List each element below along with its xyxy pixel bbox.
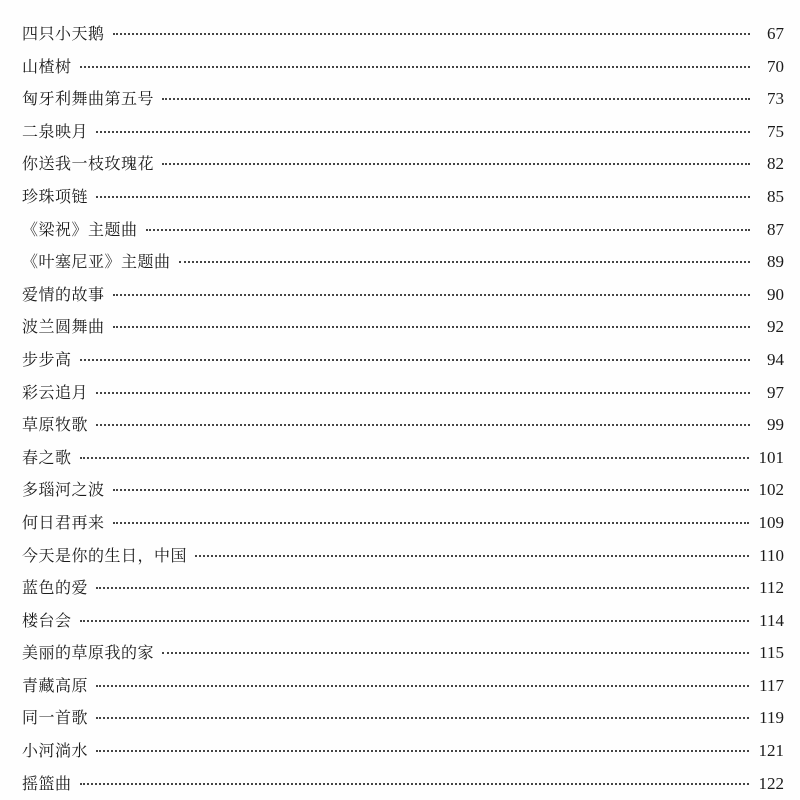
toc-entry-page: 70 bbox=[767, 56, 784, 76]
toc-dot-leader bbox=[96, 586, 749, 589]
toc-dot-leader bbox=[96, 195, 750, 198]
toc-entry bbox=[22, 51, 784, 84]
toc-entry-title: 今天是你的生日，中国 bbox=[22, 545, 188, 565]
toc-entry bbox=[22, 214, 784, 247]
toc-entry-title: 步步高 bbox=[22, 349, 72, 369]
toc-entry-page: 102 bbox=[758, 480, 784, 500]
toc-entry-title: 匈牙利舞曲第五号 bbox=[22, 89, 155, 109]
toc-entry-title: 小河淌水 bbox=[22, 741, 89, 761]
toc-entry-title: 春之歌 bbox=[22, 447, 72, 467]
toc-dot-leader bbox=[113, 293, 750, 296]
toc-entry bbox=[22, 768, 784, 800]
toc-entry bbox=[22, 148, 784, 181]
toc-dot-leader bbox=[96, 749, 748, 752]
toc-dot-leader bbox=[113, 488, 749, 491]
toc-dot-leader bbox=[113, 32, 750, 35]
toc-dot-leader bbox=[96, 130, 750, 133]
toc-entry-page: 121 bbox=[758, 741, 784, 761]
toc-entry bbox=[22, 181, 784, 214]
toc-entry-page: 97 bbox=[767, 382, 784, 402]
toc-entry bbox=[22, 605, 784, 638]
toc-entry-page: 119 bbox=[759, 708, 784, 728]
toc-entry-page: 112 bbox=[759, 578, 784, 598]
toc-dot-leader bbox=[162, 162, 750, 165]
toc-entry bbox=[22, 735, 784, 768]
toc-entry bbox=[22, 246, 784, 279]
toc-entry-page: 73 bbox=[767, 89, 784, 109]
toc-entry-title: 彩云追月 bbox=[22, 382, 89, 402]
toc-entry-page: 89 bbox=[767, 252, 784, 272]
toc-entry-page: 85 bbox=[767, 186, 784, 206]
toc-entry bbox=[22, 377, 784, 410]
toc-entry-title: 四只小天鹅 bbox=[22, 24, 105, 43]
toc-entry-page: 75 bbox=[767, 121, 784, 141]
toc-entry-title: 你送我一枝玫瑰花 bbox=[22, 154, 155, 174]
toc-dot-leader bbox=[80, 619, 750, 622]
toc-entry-page: 87 bbox=[767, 219, 784, 239]
toc-entry-title: 同一首歌 bbox=[22, 708, 89, 728]
toc-entry-page: 67 bbox=[767, 24, 784, 43]
toc-dot-leader bbox=[162, 651, 749, 654]
toc-entry bbox=[22, 311, 784, 344]
toc-entry bbox=[22, 344, 784, 377]
toc-entry-title: 美丽的草原我的家 bbox=[22, 643, 155, 663]
toc-entry-title: 多瑙河之波 bbox=[22, 480, 105, 500]
toc-entry bbox=[22, 18, 784, 51]
toc-entry-page: 92 bbox=[767, 317, 784, 337]
toc-dot-leader bbox=[96, 391, 750, 394]
toc-entry bbox=[22, 442, 784, 475]
toc-entry bbox=[22, 507, 784, 540]
toc-entry-title: 蓝色的爱 bbox=[22, 578, 89, 598]
toc-entry-title: 青藏高原 bbox=[22, 675, 89, 695]
table-of-contents bbox=[22, 18, 784, 800]
toc-dot-leader bbox=[195, 554, 749, 557]
toc-entry-page: 94 bbox=[767, 349, 784, 369]
toc-entry-title: 草原牧歌 bbox=[22, 415, 89, 435]
toc-entry-title: 摇篮曲 bbox=[22, 773, 72, 793]
toc-entry-page: 110 bbox=[759, 545, 784, 565]
toc-entry-title: 波兰圆舞曲 bbox=[22, 317, 105, 337]
toc-dot-leader bbox=[96, 423, 750, 426]
toc-entry-page: 115 bbox=[759, 643, 784, 663]
toc-entry-page: 90 bbox=[767, 284, 784, 304]
toc-dot-leader bbox=[96, 716, 749, 719]
toc-dot-leader bbox=[179, 260, 750, 263]
toc-entry-page: 82 bbox=[767, 154, 784, 174]
toc-dot-leader bbox=[80, 456, 749, 459]
toc-entry-page: 117 bbox=[759, 675, 784, 695]
toc-entry bbox=[22, 572, 784, 605]
toc-entry bbox=[22, 540, 784, 573]
toc-entry-title: 何日君再来 bbox=[22, 512, 105, 532]
toc-dot-leader bbox=[162, 97, 750, 100]
toc-entry bbox=[22, 637, 784, 670]
toc-entry bbox=[22, 279, 784, 312]
toc-dot-leader bbox=[146, 228, 750, 231]
toc-entry-page: 109 bbox=[758, 512, 784, 532]
toc-entry-page: 99 bbox=[767, 415, 784, 435]
toc-dot-leader bbox=[80, 358, 750, 361]
toc-entry-title: 山楂树 bbox=[22, 56, 72, 76]
toc-entry bbox=[22, 83, 784, 116]
toc-entry-title: 《梁祝》主题曲 bbox=[22, 219, 138, 239]
toc-entry-title: 《叶塞尼亚》主题曲 bbox=[22, 252, 171, 272]
toc-entry-page: 122 bbox=[758, 773, 784, 793]
toc-dot-leader bbox=[113, 521, 749, 524]
toc-entry-title: 二泉映月 bbox=[22, 121, 89, 141]
toc-entry bbox=[22, 702, 784, 735]
toc-entry bbox=[22, 409, 784, 442]
toc-entry-page: 114 bbox=[759, 610, 784, 630]
toc-entry-title: 爱情的故事 bbox=[22, 284, 105, 304]
toc-entry bbox=[22, 670, 784, 703]
toc-dot-leader bbox=[113, 325, 750, 328]
toc-entry bbox=[22, 116, 784, 149]
toc-entry bbox=[22, 474, 784, 507]
toc-dot-leader bbox=[80, 782, 749, 785]
toc-dot-leader bbox=[96, 684, 749, 687]
toc-entry-title: 楼台会 bbox=[22, 610, 72, 630]
toc-dot-leader bbox=[80, 65, 750, 68]
toc-entry-page: 101 bbox=[758, 447, 784, 467]
toc-entry-title: 珍珠项链 bbox=[22, 186, 89, 206]
